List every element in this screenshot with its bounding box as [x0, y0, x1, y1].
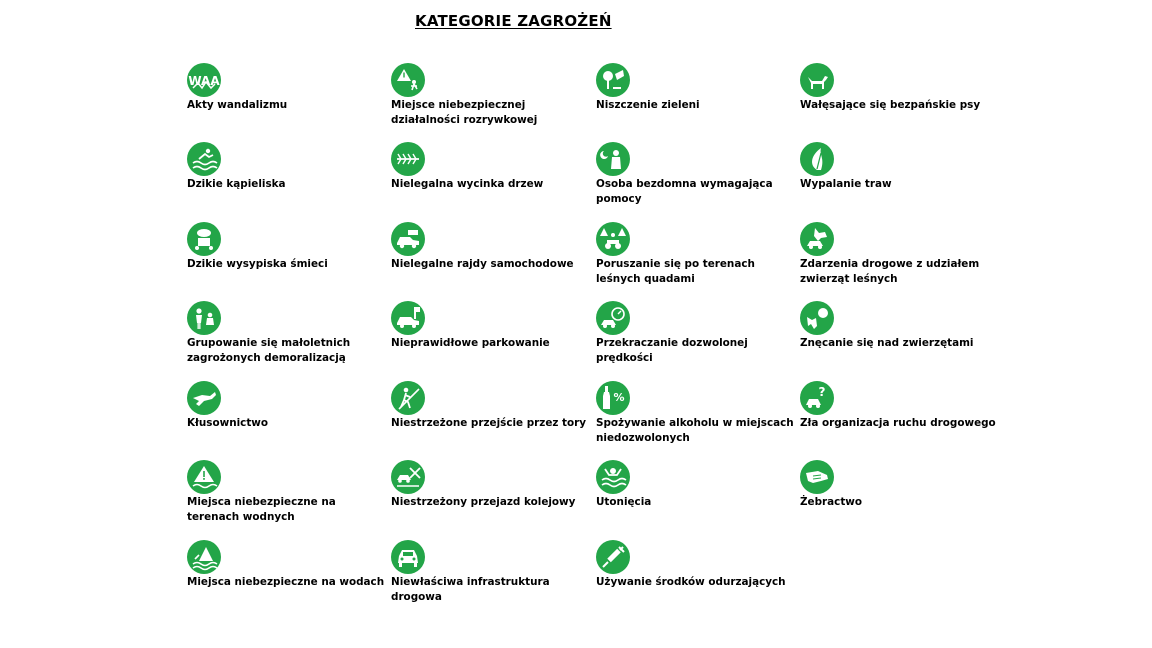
- category-item: [187, 222, 387, 272]
- category-item: [187, 63, 387, 113]
- poaching-icon: [187, 381, 221, 415]
- category-item: [187, 381, 387, 431]
- category-item: [391, 540, 591, 605]
- category-item: [596, 460, 796, 510]
- animal-cruelty-icon: [800, 301, 834, 335]
- category-item: [391, 460, 591, 510]
- wild-bathing-icon: [187, 142, 221, 176]
- grass-burning-icon: [800, 142, 834, 176]
- category-item: [391, 63, 591, 128]
- category-label: Niszczenie zieleni: [596, 99, 700, 111]
- category-label: Osoba bezdomna wymagająca pomocy: [596, 178, 773, 205]
- category-label: Miejsca niebezpieczne na terenach wodnych: [187, 496, 336, 523]
- forest-quad-icon: [596, 222, 630, 256]
- category-label: Akty wandalizmu: [187, 99, 288, 111]
- category-item: [596, 63, 796, 113]
- minors-group-icon: [187, 301, 221, 335]
- category-label: Wałęsające się bezpańskie psy: [800, 99, 981, 111]
- improper-parking-icon: [391, 301, 425, 335]
- category-label: Grupowanie się małoletnich zagrożonych demoralizacją: [187, 337, 351, 364]
- homeless-person-icon: [596, 142, 630, 176]
- dangerous-entertainment-icon: [391, 63, 425, 97]
- drugs-icon: [596, 540, 630, 574]
- bad-traffic-organization-icon: [800, 381, 834, 415]
- category-label: Niewłaściwa infrastruktura drogowa: [391, 576, 550, 603]
- category-item: [596, 381, 796, 446]
- category-label: Nieprawidłowe parkowanie: [391, 337, 550, 349]
- illegal-logging-icon: [391, 142, 425, 176]
- svg-text:%: %: [613, 391, 625, 404]
- wildlife-road-accident-icon: [800, 222, 834, 256]
- category-item: [596, 222, 796, 287]
- illegal-car-rally-icon: [391, 222, 425, 256]
- vandalism-icon: [187, 63, 221, 97]
- alcohol-icon: [596, 381, 630, 415]
- speeding-icon: [596, 301, 630, 335]
- category-label: Znęcanie się nad zwierzętami: [800, 337, 974, 349]
- category-label: Niestrzeżony przejazd kolejowy: [391, 496, 576, 508]
- category-label: Utonięcia: [596, 496, 652, 508]
- unguarded-track-crossing-icon: [391, 381, 425, 415]
- category-label: Przekraczanie dozwolonej prędkości: [596, 337, 748, 364]
- category-item: [800, 381, 1000, 431]
- category-label: Niestrzeżone przejście przez tory: [391, 417, 587, 429]
- illegal-dump-icon: [187, 222, 221, 256]
- category-label: Żebractwo: [800, 496, 863, 508]
- category-label: Miejsca niebezpieczne na wodach: [187, 576, 385, 588]
- category-item: [596, 540, 796, 590]
- category-item: [187, 540, 387, 590]
- category-label: Zła organizacja ruchu drogowego: [800, 417, 996, 429]
- category-item: [391, 301, 591, 351]
- category-item: [596, 301, 796, 366]
- drowning-icon: [596, 460, 630, 494]
- begging-icon: [800, 460, 834, 494]
- svg-text:WAA: WAA: [188, 74, 220, 88]
- bad-road-infrastructure-icon: [391, 540, 425, 574]
- category-grid: [187, 63, 996, 623]
- unguarded-railway-crossing-icon: [391, 460, 425, 494]
- category-label: Nielegalna wycinka drzew: [391, 178, 544, 190]
- dangerous-water-area-icon: [187, 460, 221, 494]
- category-label: Spożywanie alkoholu w miejscach niedozwolonych: [596, 417, 794, 444]
- stray-dog-icon: [800, 63, 834, 97]
- category-item: [391, 222, 591, 272]
- category-item: [187, 301, 387, 366]
- category-item: [800, 460, 1000, 510]
- category-item: [391, 381, 591, 431]
- category-item: [800, 63, 1000, 113]
- category-label: Miejsce niebezpiecznej działalności rozrywkowej: [391, 99, 538, 126]
- category-item: [800, 142, 1000, 192]
- page-title: KATEGORIE ZAGROŻEŃ: [415, 12, 612, 30]
- greenery-destruction-icon: [596, 63, 630, 97]
- category-label: Używanie środków odurzających: [596, 576, 786, 588]
- category-item: [800, 301, 1000, 351]
- category-item: [391, 142, 591, 192]
- svg-text:?: ?: [818, 385, 826, 399]
- category-item: [187, 142, 387, 192]
- category-label: Poruszanie się po terenach leśnych quadami: [596, 258, 755, 285]
- category-label: Wypalanie traw: [800, 178, 892, 190]
- dangerous-waters-icon: [187, 540, 221, 574]
- category-item: [596, 142, 796, 207]
- category-label: Zdarzenia drogowe z udziałem zwierząt leśnych: [800, 258, 980, 285]
- category-label: Dzikie wysypiska śmieci: [187, 258, 328, 270]
- category-item: [187, 460, 387, 525]
- category-label: Nielegalne rajdy samochodowe: [391, 258, 574, 270]
- category-label: Kłusownictwo: [187, 417, 269, 429]
- category-item: [800, 222, 1000, 287]
- category-label: Dzikie kąpieliska: [187, 178, 286, 190]
